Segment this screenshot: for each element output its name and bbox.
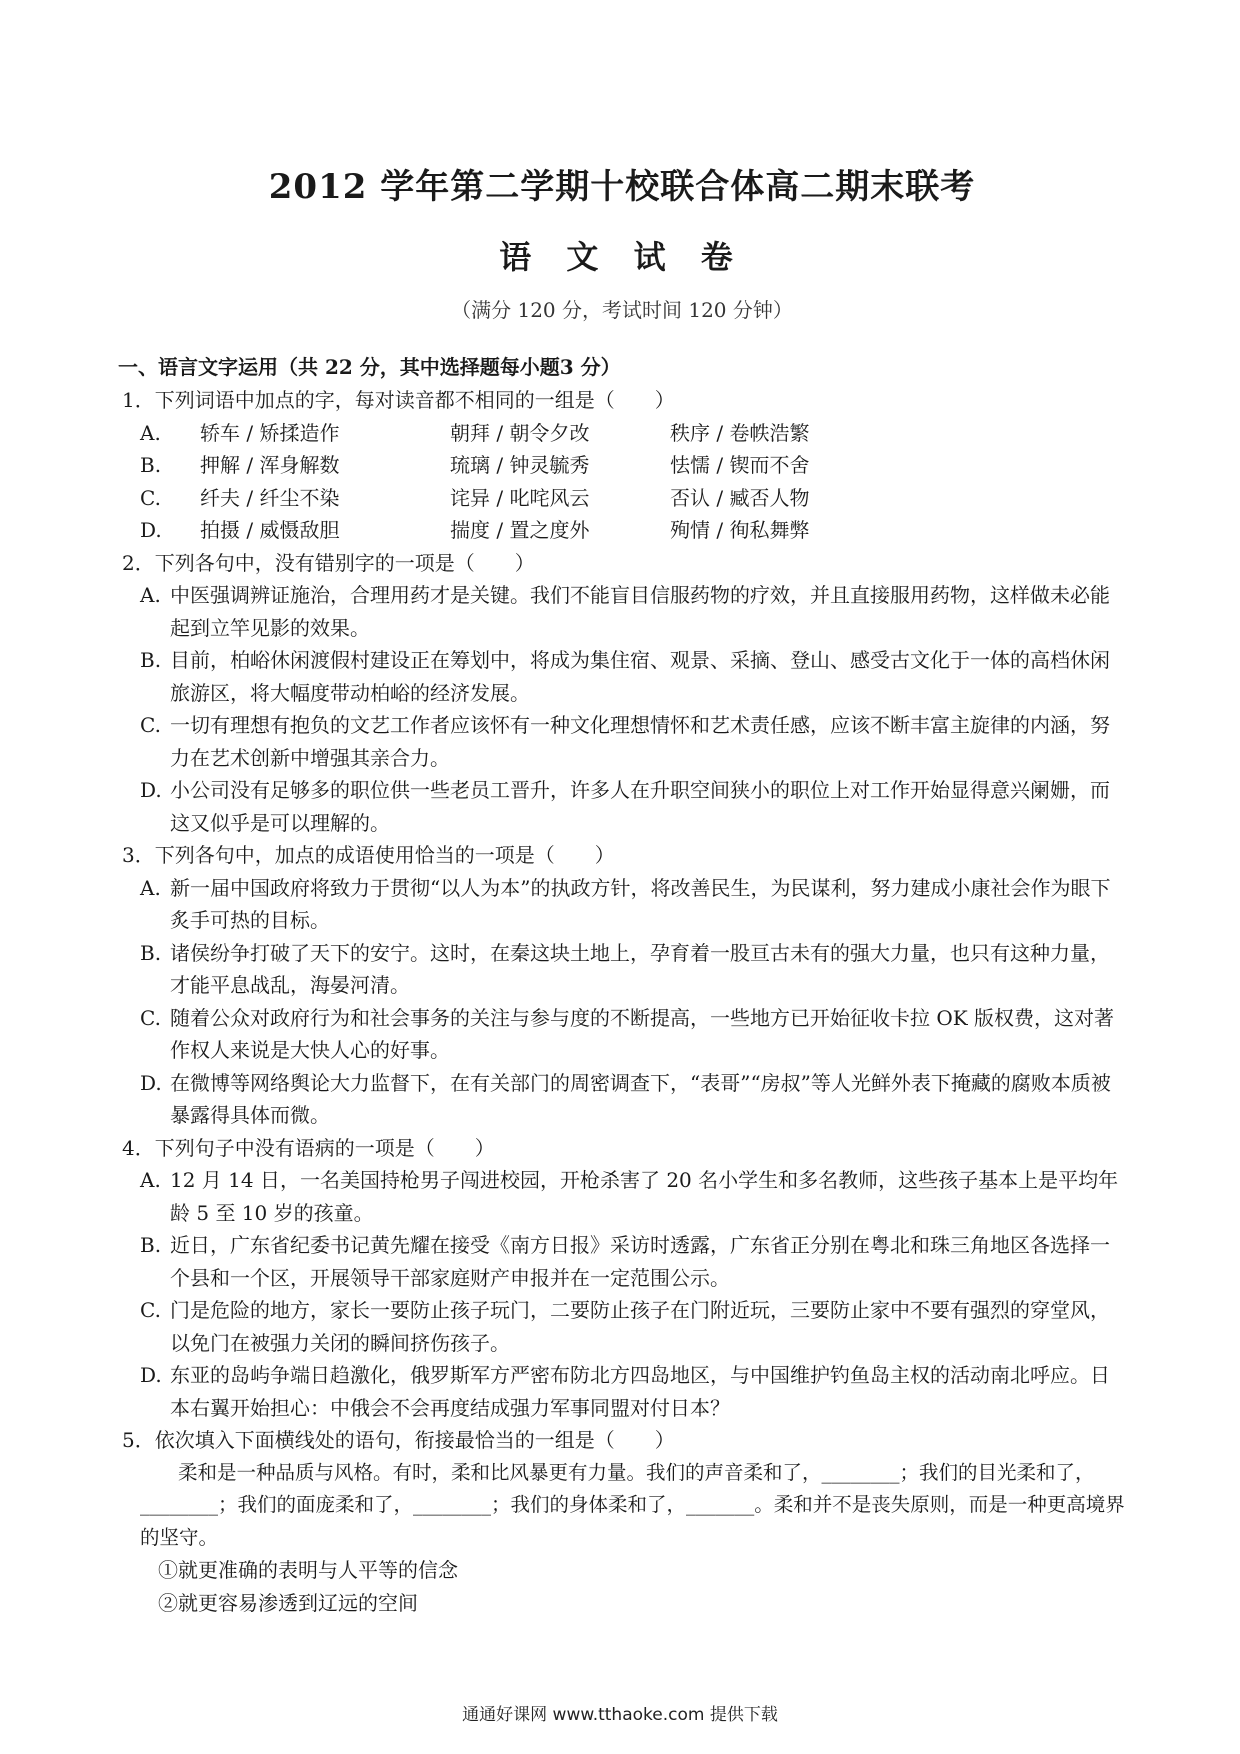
option [140,937,1128,1002]
option-letter: B. [140,648,162,672]
exam-title: 2012 学年第二学期十校联合体高二期末联考 [268,167,976,207]
reading-passage: 柔和是一种品质与风格。有时，柔和比风暴更有力量。我们的声音柔和了，________；我们的目光柔和了，________；我们的面庞柔和了，________；我们的身体柔和了，_______。柔和并不是丧失原则，而是一种更高境界的坚守。 [140,1460,1125,1549]
option-text: 目前，柏峪休闲渡假村建设正在筹划中，将成为集住宿、观景、采摘、登山、感受古文化于一体的高档休闲旅游区，将大幅度带动柏峪的经济发展。 [170,648,1110,705]
option-letter: A. [140,583,161,607]
option-letter: C. [140,713,161,737]
word-pair: 朝拜 / 朝令夕改 [450,420,590,445]
option-letter: A. [140,420,161,445]
option-text: 近日，广东省纪委书记黄先耀在接受《南方日报》采访时透露，广东省正分别在粤北和珠三角地区各选择一个县和一个区，开展领导干部家庭财产申报并在一定范围公示。 [170,1233,1110,1290]
word-pair: 揣度 / 置之度外 [450,518,590,542]
option-row [140,417,1128,450]
word-pair: 怯懦 / 锲而不舍 [670,453,810,477]
option-row [140,482,1128,515]
option [140,1359,1128,1424]
option-letter: B. [140,453,162,477]
exam-note: （满分 120 分，考试时间 120 分钟） [451,298,793,322]
option [140,1002,1128,1067]
option-letter: A. [140,1168,161,1192]
option-letter: C. [140,1005,161,1030]
option-row [140,449,1128,482]
question-4-stem: 4．下列句子中没有语病的一项是（ ） [122,1135,495,1160]
option-text: 在微博等网络舆论大力监督下，在有关部门的周密调查下，“表哥”“房叔”等人光鲜外表下掩藏的腐败本质被暴露得具体而微。 [170,1070,1111,1127]
option-letter: D. [140,778,162,802]
word-pair: 拍摄 / 威慑敌胆 [200,518,340,542]
page-footer: 通通好课网 www.tthaoke.com 提供下载 [462,1705,778,1725]
option-letter: D. [140,1363,162,1387]
option-letter: B. [140,1233,162,1257]
option [140,1067,1128,1132]
option-text: 随着公众对政府行为和社会事务的关注与参与度的不断提高，一些地方已开始征收卡拉 OK 版权费，这对著作权人来说是大快人心的好事。 [170,1005,1115,1062]
answer-choice: ②就更容易渗透到辽远的空间 [158,1590,418,1615]
option-text: 一切有理想有抱负的文艺工作者应该怀有一种文化理想情怀和艺术责任感，应该不断丰富主旋律的内涵，努力在艺术创新中增强其亲合力。 [170,713,1110,770]
option [140,709,1128,774]
word-pair: 否认 / 臧否人物 [670,485,810,510]
section-heading: 一、语言文字运用（共 22 分，其中选择题每小题3 分） [118,355,621,379]
option-letter: C. [140,485,161,510]
exam-header [262,145,982,320]
option-letter: C. [140,1298,161,1322]
question-2-stem: 2．下列各句中，没有错别字的一项是（ ） [122,550,535,575]
option [140,1294,1128,1359]
option [140,644,1128,709]
question-1-options [140,417,1128,547]
word-pair: 琉璃 / 钟灵毓秀 [450,453,590,477]
option-text: 中医强调辨证施治，合理用药才是关键。我们不能盲目信服药物的疗效，并且直接服用药物，这样做未必能起到立竿见影的效果。 [170,583,1110,640]
word-pair: 轿车 / 矫揉造作 [200,420,340,445]
option-letter: B. [140,940,162,965]
word-pair: 押解 / 浑身解数 [200,453,340,477]
exam-content [118,352,1128,1619]
option-text: 新一届中国政府将致力于贯彻“以人为本”的执政方针，将改善民生，为民谋利，努力建成小康社会作为眼下炙手可热的目标。 [170,875,1111,932]
subject-title: 语 文 试 卷 [499,238,745,276]
option-letter: D. [140,1070,162,1095]
answer-choice: ①就更准确的表明与人平等的信念 [158,1558,458,1582]
option-text: 12 月 14 日，一名美国持枪男子闯进校园，开枪杀害了 20 名小学生和多名教师，这些孩子基本上是平均年龄 5 至 10 岁的孩童。 [170,1168,1119,1225]
option-text: 诸侯纷争打破了天下的安宁。这时，在秦这块土地上，孕育着一股亘古未有的强大力量，也只有这种力量，才能平息战乱，海晏河清。 [170,940,1110,997]
option [140,1229,1128,1294]
word-pair: 诧异 / 叱咤风云 [450,485,590,510]
question-1-stem: 1．下列词语中加点的字，每对读音都不相同的一组是（ ） [122,388,675,412]
option [140,579,1128,644]
option-row [140,514,1128,547]
word-pair: 殉情 / 徇私舞弊 [670,518,810,542]
question-3-stem: 3．下列各句中，加点的成语使用恰当的一项是（ ） [122,843,615,867]
option-letter: A. [140,875,161,900]
option-letter: D. [140,518,162,542]
word-pair: 纤夫 / 纤尘不染 [200,485,340,510]
option-text: 门是危险的地方，家长一要防止孩子玩门，二要防止孩子在门附近玩，三要防止家中不要有强烈的穿堂风，以免门在被强力关闭的瞬间挤伤孩子。 [170,1298,1110,1355]
question-5-stem: 5．依次填入下面横线处的语句，衔接最恰当的一组是（ ） [122,1428,675,1452]
option [140,872,1128,937]
option [140,774,1128,839]
word-pair: 秩序 / 卷帙浩繁 [670,420,810,445]
option-text: 小公司没有足够多的职位供一些老员工晋升，许多人在升职空间狭小的职位上对工作开始显得意兴阑姗，而这又似乎是可以理解的。 [170,778,1110,835]
option [140,1164,1128,1229]
option-text: 东亚的岛屿争端日趋激化，俄罗斯军方严密布防北方四岛地区，与中国维护钓鱼岛主权的活动南北呼应。日本右翼开始担心：中俄会不会再度结成强力军事同盟对付日本？ [170,1363,1110,1420]
